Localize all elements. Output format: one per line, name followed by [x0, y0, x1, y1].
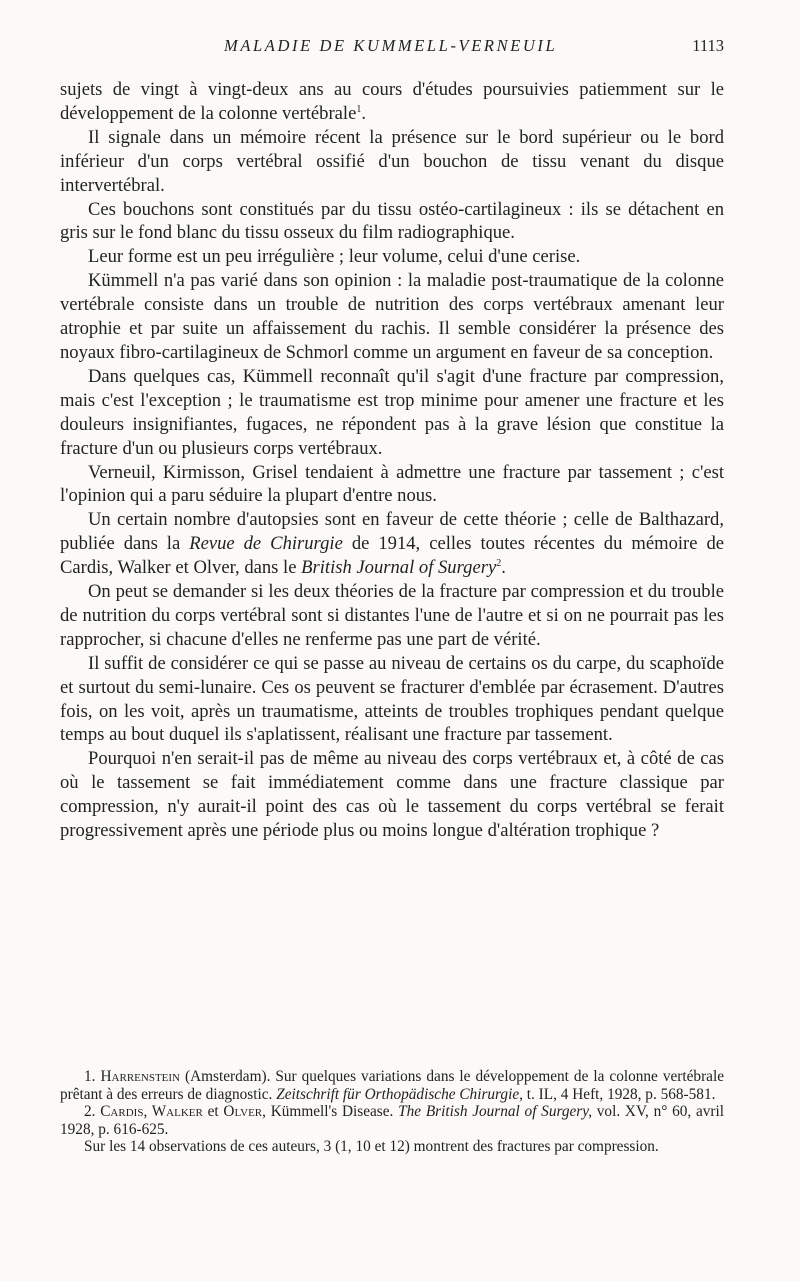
page-number: 1113 — [692, 36, 724, 55]
running-header — [60, 36, 724, 60]
paragraph: Leur forme est un peu irrégulière ; leur volume, celui d'une cerise. — [88, 246, 581, 268]
journal-title: Revue de Chirurgie — [189, 533, 343, 555]
paragraph: Il signale dans un mémoire récent la présence sur le bord supérieur ou le bord inférieur d'un corps vertébral ossifié d'un bouchon de tissu venant du disque intervertébral. — [60, 126, 724, 196]
paragraph: Ces bouchons sont constitués par du tissu ostéo-cartilagineux : ils se détachent en gris sur le fond blanc du tissu osseux du film radiographique. — [60, 198, 724, 244]
footnote: 2. Cardis, Walker et Olver, Kümmell's Disease. The British Journal of Surgery, vol. XV, n° 60, avril 1928, p. 616-625. — [60, 1103, 724, 1138]
footnote: 1. Harrenstein (Amsterdam). Sur quelques variations dans le développement de la colonne vertébrale prêtant à des erreurs de diagnostic. Zeitschrift für Orthopädische Chirurgie, t. IL, 4 Heft, 1928, p. 568-581. — [60, 1068, 725, 1103]
footnote: Sur les 14 observations de ces auteurs, 3 (1, 10 et 12) montrent des fractures par compression. — [84, 1138, 659, 1156]
paragraph: sujets de vingt à vingt-deux ans au cours d'études poursuivies patiemment sur le développement de la colonne vertébrale$^1$. — [60, 79, 724, 124]
paragraph: On peut se demander si les deux théories de la fracture par compression et du trouble de nutrition du corps vertébral sont si distantes l'une de l'autre et si on ne pourrait pas les rapprocher, si chacune d'elles ne renferme pas une part de vérité. — [60, 581, 724, 650]
footnote-ref: 2 — [496, 557, 502, 569]
footnote-ref: 1 — [356, 103, 362, 115]
paragraph: Pourquoi n'en serait-il pas de même au niveau des corps vertébraux et, à côté de cas où le tassement se fait immédiatement comme dans une fracture classique par compression, n'y aurait-il point des cas où le tassement du corps vertébral se ferait progressivement après une période plus ou moins longue d'altération trophique ? — [60, 748, 724, 842]
running-title: MALADIE DE KUMMELL-VERNEUIL — [224, 36, 558, 55]
body-text — [60, 78, 724, 843]
paragraph: Un certain nombre d'autopsies sont en faveur de cette théorie ; celle de Balthazard, publiée dans la Revue de Chirurgie de 1914, celles toutes récentes du mémoire de Cardis, Walker et Olver, dans le British Journal of Surgery$^2$. — [60, 509, 725, 579]
journal-title: British Journal of Surgery — [301, 557, 497, 579]
footnotes — [60, 1068, 724, 1156]
paragraph: Il suffit de considérer ce qui se passe au niveau de certains os du carpe, du scaphoïde et surtout du semi-lunaire. Ces os peuvent se fracturer d'emblée par écrasement. D'autres fois, on les voit, après un traumatisme, atteints de troubles trophiques pendant quelque temps au bout duquel ils s'aplatissent, réalisant une fracture par tassement. — [60, 652, 724, 746]
paragraph: Dans quelques cas, Kümmell reconnaît qu'il s'agit d'une fracture par compression, mais c'est l'exception ; le traumatisme est trop minime pour amener une fracture et les douleurs insignifiantes, fugaces, ne répondent pas à la grave lésion que constitue la fracture d'un ou plusieurs corps vertébraux. — [60, 365, 724, 459]
paragraph: Verneuil, Kirmisson, Grisel tendaient à admettre une fracture par tassement ; c'est l'opinion qui a paru séduire la plupart d'entre nous. — [60, 461, 724, 507]
paragraph: Kümmell n'a pas varié dans son opinion : la maladie post-traumatique de la colonne vertébrale consiste dans un trouble de nutrition des corps vertébraux amenant leur atrophie et par suite un affaissement du rachis. Il semble considérer la présence des noyaux fibro-cartilagineux de Schmorl comme un argument en faveur de sa conception. — [60, 270, 724, 363]
